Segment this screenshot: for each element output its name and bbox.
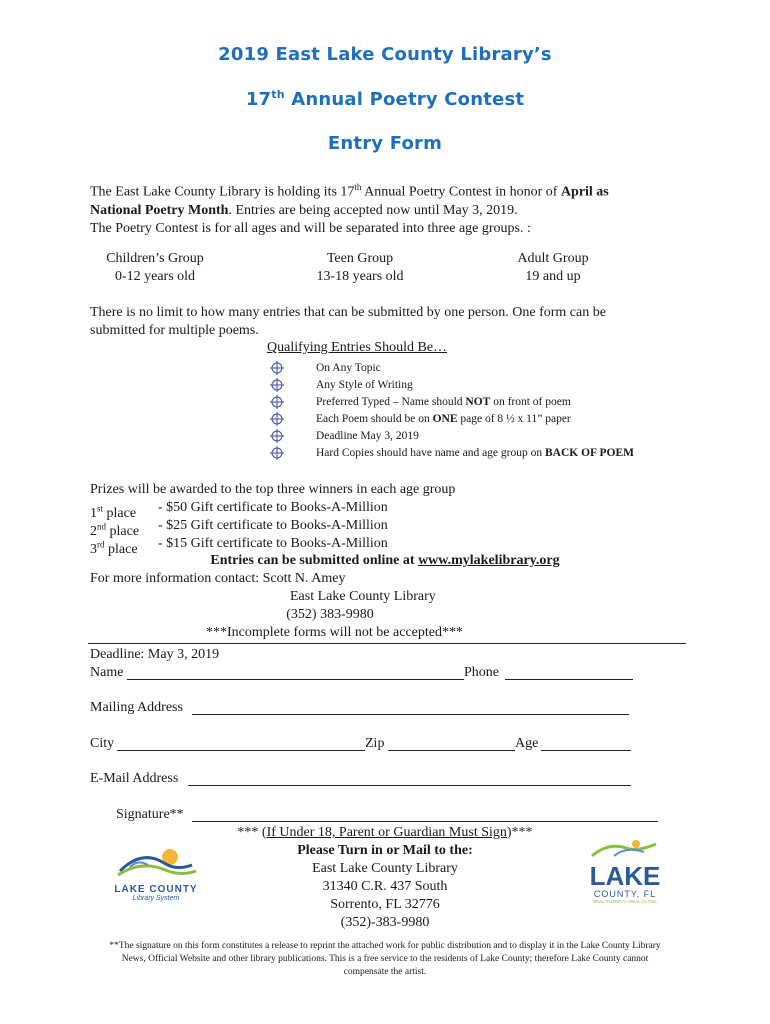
- phone-label: Phone: [464, 665, 499, 680]
- qualifying-list: [270, 360, 690, 462]
- incomplete-warning: ***Incomplete forms will not be accepted***: [206, 625, 463, 640]
- mailing-address-label: Mailing Address: [90, 700, 183, 715]
- phone-field[interactable]: [505, 679, 633, 680]
- footnote: **The signature on this form constitutes a release to reprint the attached work for public distribution and to display it in the Lake County Library News, Official Website and other library publications. This is a free service to the residents of Lake County; therefore Lake County cannot compensate the artist.: [109, 941, 661, 977]
- email-label: E-Mail Address: [90, 771, 179, 786]
- contact-library: East Lake County Library: [290, 589, 436, 604]
- list-item: Each Poem should be on ONE page of 8 ½ x 11” paper: [270, 411, 690, 428]
- prizes-section: Prizes will be awarded to the top three winners in each age group 1st place - $50 Gift certificate to Books-A-Million 2nd place - $25 Gift certificate to Books-A-Million 3rd place - $15 Gift certificate to Books-A-Million: [90, 481, 690, 553]
- group-teen: Teen Group 13-18 years old: [316, 251, 404, 284]
- city-label: City: [90, 736, 115, 751]
- limit-text: There is no limit to how many entries that can be submitted by one person. One form can be submitted for multiple poems.: [90, 305, 606, 338]
- title-line-1: 2019 East Lake County Library’s: [218, 44, 552, 65]
- name-label: Name: [90, 665, 124, 680]
- intro-paragraph: The East Lake County Library is holding its 17th Annual Poetry Contest in honor of April as National Poetry Month. Entries are being accepted now until May 3, 2019. The Poetry Contest is for all ages and will be separated into three age groups. :: [90, 182, 609, 236]
- list-item: Hard Copies should have name and age group on BACK OF POEM: [270, 445, 690, 462]
- city-field[interactable]: [117, 750, 365, 751]
- crosshair-icon: [270, 429, 284, 443]
- lake-county-fl-logo: LAKE COUNTY, FL REAL FLORIDA • REAL CLOSE: [586, 838, 664, 906]
- online-submission: Entries can be submitted online at www.mylakelibrary.org: [210, 553, 560, 568]
- library-logo-graphic: [112, 843, 200, 879]
- crosshair-icon: [270, 395, 284, 409]
- mail-line-3: Sorrento, FL 32776: [330, 897, 440, 912]
- email-field[interactable]: [188, 785, 631, 786]
- list-item: Deadline May 3, 2019: [270, 428, 690, 445]
- mail-line-4: (352)-383-9980: [340, 915, 430, 930]
- group-adult: Adult Group 19 and up: [517, 251, 589, 284]
- deadline-text: Deadline: May 3, 2019: [90, 647, 220, 662]
- mail-line-1: East Lake County Library: [312, 861, 458, 876]
- title-entry-form: Entry Form: [327, 133, 443, 154]
- contact-phone: (352) 383-9980: [286, 607, 374, 622]
- county-logo-graphic: [586, 838, 664, 858]
- crosshair-icon: [270, 378, 284, 392]
- zip-field[interactable]: [388, 750, 515, 751]
- signature-field[interactable]: [192, 821, 658, 822]
- mailing-address-field[interactable]: [192, 714, 629, 715]
- divider: [88, 643, 686, 644]
- name-field[interactable]: [127, 679, 464, 680]
- qualifying-heading: Qualifying Entries Should Be…: [267, 340, 448, 355]
- mail-heading: Please Turn in or Mail to the:: [297, 843, 473, 858]
- lake-county-library-logo: LAKE COUNTY Library System: [112, 843, 200, 901]
- list-item: Any Style of Writing: [270, 377, 690, 394]
- zip-label: Zip: [365, 736, 385, 751]
- title-line-2: 17th Annual Poetry Contest: [245, 88, 525, 110]
- group-children: Children’s Group 0-12 years old: [106, 251, 204, 284]
- crosshair-icon: [270, 361, 284, 375]
- crosshair-icon: [270, 412, 284, 426]
- list-item: On Any Topic: [270, 360, 690, 377]
- prize-row: 1st place - $50 Gift certificate to Books-A-Million: [90, 500, 388, 521]
- guardian-note: *** (If Under 18, Parent or Guardian Must Sign)***: [237, 825, 533, 840]
- list-item: Preferred Typed – Name should NOT on front of poem: [270, 394, 690, 411]
- crosshair-icon: [270, 446, 284, 460]
- contact-line: For more information contact: Scott N. Amey: [90, 571, 346, 586]
- prize-row: 3rd place - $15 Gift certificate to Books-A-Million: [90, 536, 388, 557]
- age-label: Age: [515, 736, 539, 751]
- mail-line-2: 31340 C.R. 437 South: [322, 879, 448, 894]
- signature-label: Signature**: [116, 807, 184, 822]
- library-website-link[interactable]: www.mylakelibrary.org: [418, 553, 560, 568]
- age-field[interactable]: [541, 750, 631, 751]
- prize-row: 2nd place - $25 Gift certificate to Books-A-Million: [90, 518, 388, 539]
